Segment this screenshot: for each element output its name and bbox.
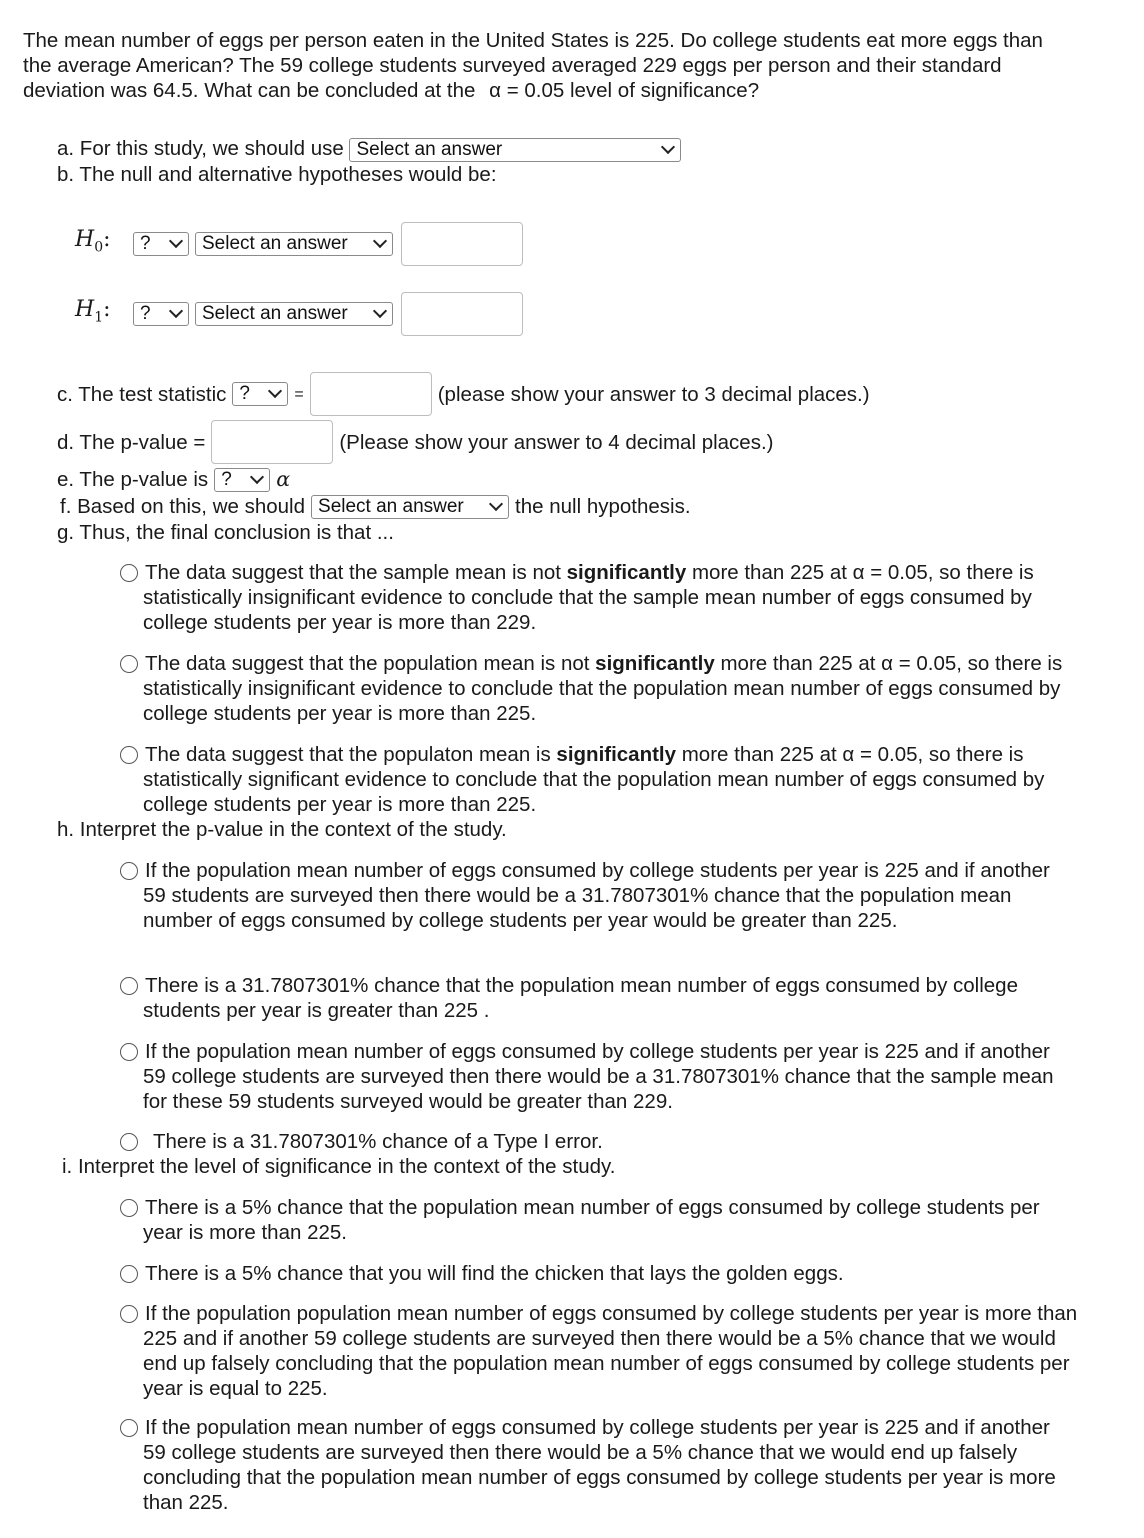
option-text: There is a 5% chance that the population mean number of eggs consumed by college students per year is more than 225. bbox=[143, 1196, 1040, 1244]
option-text-post: more than 225 at α = 0.05, so there is statistically insignificant evidence to conclude that the population mean number of eggs consumed by college students per year is more than 225. bbox=[143, 652, 1063, 725]
part-f-label: f. Based on this, we should bbox=[60, 495, 306, 518]
h-option-1[interactable] bbox=[143, 858, 1078, 933]
test-statistic-input[interactable] bbox=[310, 372, 432, 416]
h-radio-4[interactable] bbox=[120, 1133, 138, 1151]
i-radio-4[interactable] bbox=[120, 1419, 138, 1437]
option-text-bold: significantly bbox=[556, 743, 677, 766]
part-i-label: i. Interpret the level of significance in the context of the study. bbox=[62, 1155, 616, 1178]
h1-parameter-select[interactable]: Select an answer bbox=[195, 302, 393, 326]
chevron-down-icon bbox=[661, 140, 675, 154]
h-option-2[interactable] bbox=[143, 973, 1078, 1023]
option-text: If the population mean number of eggs consumed by college students per year is 225 and if another 59 college students are surveyed then there would be a 5% chance that we would end up falsely concluding that the population mean number of eggs consumed by college students per year is more than 225. bbox=[143, 1416, 1056, 1514]
i-radio-3[interactable] bbox=[120, 1305, 138, 1323]
intro-text: The mean number of eggs per person eaten in the United States is 225. Do college students eat more eggs than the average American? The 59 college students surveyed averaged 229 eggs per person and their standard deviation was 64.5. What can be concluded at the bbox=[23, 29, 1043, 102]
test-statistic-select[interactable]: ? bbox=[232, 382, 288, 406]
option-text-pre: The data suggest that the sample mean is not bbox=[145, 561, 567, 584]
h0-value-input[interactable] bbox=[401, 222, 523, 266]
part-d-label: d. The p-value = bbox=[57, 430, 206, 454]
i-option-3[interactable] bbox=[143, 1301, 1078, 1401]
g-radio-1[interactable] bbox=[120, 564, 138, 582]
h-radio-1[interactable] bbox=[120, 862, 138, 880]
chevron-down-icon bbox=[169, 234, 183, 248]
chevron-down-icon bbox=[169, 304, 183, 318]
option-text: If the population mean number of eggs consumed by college students per year is 225 and if another 59 students are surveyed then there would be a 31.7807301% chance that the population mean number of eggs consumed by college students per year would be greater than 225. bbox=[143, 859, 1050, 932]
part-h-label: h. Interpret the p-value in the context of the study. bbox=[57, 818, 507, 841]
part-c-label: c. The test statistic bbox=[57, 382, 227, 406]
decision-select[interactable]: Select an answer bbox=[311, 495, 509, 519]
h0-row bbox=[75, 221, 523, 267]
part-d bbox=[57, 419, 773, 465]
study-type-select[interactable] bbox=[349, 138, 681, 162]
part-c bbox=[57, 371, 870, 417]
part-b-label: b. The null and alternative hypotheses would be: bbox=[57, 163, 497, 186]
h1-label: $H_1$: bbox=[75, 297, 111, 326]
h0-label: $H_0$: bbox=[75, 227, 111, 256]
p-value-comparison-select[interactable]: ? bbox=[214, 468, 270, 492]
chevron-down-icon bbox=[250, 469, 264, 483]
option-text: There is a 31.7807301% chance that the population mean number of eggs consumed by college students per year is greater than 225 . bbox=[143, 974, 1018, 1022]
option-text: There is a 31.7807301% chance of a Type I error. bbox=[153, 1130, 603, 1153]
h1-value-input[interactable] bbox=[401, 292, 523, 336]
part-a-label: a. For this study, we should use bbox=[57, 137, 344, 160]
equals-sign: = bbox=[294, 385, 304, 403]
g-radio-3[interactable] bbox=[120, 746, 138, 764]
option-text-post: more than 225 at α = 0.05, so there is statistically insignificant evidence to conclude that the sample mean number of eggs consumed by college students per year is more than 229. bbox=[143, 561, 1034, 634]
option-text-bold: significantly bbox=[595, 652, 715, 675]
h-radio-2[interactable] bbox=[120, 977, 138, 995]
chevron-down-icon bbox=[489, 496, 503, 510]
chevron-down-icon bbox=[268, 384, 282, 398]
part-e-label: e. The p-value is bbox=[57, 468, 209, 491]
intro-alpha: α = 0.05 level of significance? bbox=[489, 79, 760, 102]
h-option-4[interactable] bbox=[143, 1129, 1078, 1154]
chevron-down-icon bbox=[373, 234, 387, 248]
option-text: If the population mean number of eggs consumed by college students per year is 225 and if another 59 college students are surveyed then there would be a 31.7807301% chance that the sample mean for these 59 students surveyed would be greater than 229. bbox=[143, 1040, 1054, 1113]
i-option-1[interactable] bbox=[143, 1195, 1078, 1245]
h0-parameter-select[interactable]: Select an answer bbox=[195, 232, 393, 256]
part-a bbox=[57, 136, 681, 162]
part-g-label: g. Thus, the final conclusion is that ... bbox=[57, 521, 394, 544]
part-d-hint: (Please show your answer to 4 decimal places.) bbox=[339, 430, 774, 454]
h-option-3[interactable] bbox=[143, 1039, 1078, 1114]
i-radio-2[interactable] bbox=[120, 1265, 138, 1283]
h-radio-3[interactable] bbox=[120, 1043, 138, 1061]
g-option-1[interactable] bbox=[143, 560, 1078, 635]
part-f-after: the null hypothesis. bbox=[515, 495, 691, 518]
g-option-3[interactable] bbox=[143, 742, 1078, 817]
option-text-pre: The data suggest that the population mean is not bbox=[145, 652, 596, 675]
option-text-bold: significantly bbox=[566, 561, 687, 584]
p-value-input[interactable] bbox=[211, 420, 333, 464]
chevron-down-icon bbox=[373, 304, 387, 318]
select-value: Select an answer bbox=[356, 138, 503, 160]
option-text: There is a 5% chance that you will find the chicken that lays the golden eggs. bbox=[145, 1262, 844, 1285]
part-e bbox=[57, 467, 290, 492]
h1-row bbox=[75, 291, 523, 337]
g-radio-2[interactable] bbox=[120, 655, 138, 673]
part-c-hint: (please show your answer to 3 decimal places.) bbox=[437, 382, 870, 406]
i-option-4[interactable] bbox=[143, 1415, 1078, 1515]
option-text: If the population population mean number of eggs consumed by college students per year is more than 225 and if another 59 college students are surveyed then there would be a 5% chance that we would end up falsely concluding that the population mean number of eggs consumed by college students per year is equal to 225. bbox=[143, 1302, 1078, 1400]
option-text-pre: The data suggest that the populaton mean is bbox=[145, 743, 557, 766]
i-radio-1[interactable] bbox=[120, 1199, 138, 1217]
i-option-2[interactable] bbox=[143, 1261, 1078, 1286]
h0-symbol-select[interactable]: ? bbox=[133, 232, 189, 256]
option-text-post: more than 225 at α = 0.05, so there is statistically significant evidence to conclude that the population mean number of eggs consumed by college students per year is more than 225. bbox=[143, 743, 1045, 816]
alpha-symbol: α bbox=[276, 467, 291, 491]
h1-symbol-select[interactable]: ? bbox=[133, 302, 189, 326]
g-option-2[interactable] bbox=[143, 651, 1078, 726]
question-intro bbox=[23, 28, 1073, 103]
part-f bbox=[60, 494, 691, 519]
